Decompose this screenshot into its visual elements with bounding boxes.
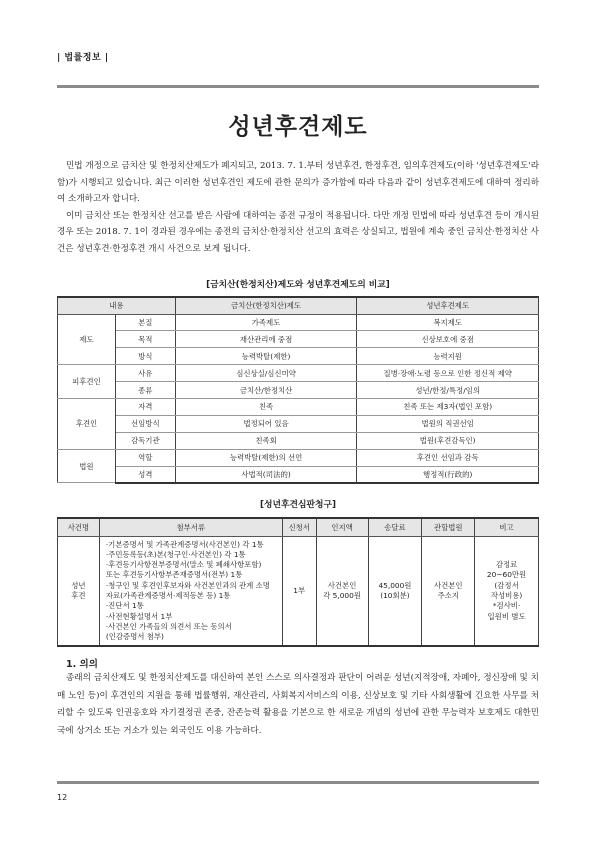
- row-item: 선임방식: [115, 415, 175, 432]
- column-header: 신청서: [282, 518, 316, 536]
- new-system-cell: 행정적(行政的): [357, 466, 539, 483]
- new-system-cell: 신상보호에 중점: [357, 331, 539, 348]
- page-number: 12: [57, 793, 68, 802]
- table-row: [58, 466, 539, 483]
- table-row: [58, 536, 539, 646]
- table-row: [58, 314, 539, 331]
- intro-paragraph: 이미 금치산 또는 한정치산 선고를 받은 사람에 대하여는 종전 규정이 적용됩니다. 다만 개정 민법에 따라 성년후견 등이 개시된 경우 또는 2018. 7. 1이 경과된 경우에는 종전의 금치산·한정치산 선고의 효력은 상실되고, 법원에 계속 중인 금치산·한정치산 사건은 성년후견·한정후견 개시 사건으로 보게 됩니다.: [57, 210, 539, 254]
- documents-cell: [99, 536, 282, 646]
- new-system-cell: 후견인 선임과 감독: [357, 449, 539, 466]
- new-system-cell: 질병·장애·노령 등으로 인한 정신적 제약: [357, 365, 539, 382]
- table-header-row: [58, 518, 539, 536]
- old-system-cell: 친족회: [175, 432, 357, 449]
- old-system-cell: 능력박탈(제한): [175, 348, 357, 365]
- document-item: 또는 후견등기사항부존재증명서(전부) 1통: [105, 570, 243, 580]
- new-system-cell: 법원(후견감독인): [357, 432, 539, 449]
- document-item: ·사전현황설명서 1부: [105, 611, 173, 621]
- table-row: [58, 449, 539, 466]
- table-row: [58, 382, 539, 399]
- court-cell: 사건본인 주소지: [422, 536, 475, 646]
- tribunal-table: [57, 517, 539, 647]
- document-item: ·주민등록등(초)본(청구인·사건본인) 각 1통: [105, 549, 246, 559]
- column-header: 송달료: [368, 518, 422, 536]
- document-item: ·기본증명서 및 가족관계증명서(사건본인) 각 1통: [105, 539, 264, 549]
- section-heading: 1. 의의: [66, 659, 98, 670]
- old-system-cell: 금치산/한정치산: [175, 382, 357, 399]
- table-row: [58, 365, 539, 382]
- bottom-divider: [57, 781, 539, 784]
- table-header-row: [58, 297, 539, 314]
- row-item: 자격: [115, 398, 175, 415]
- row-item: 목적: [115, 331, 175, 348]
- group-name: 후견인: [58, 398, 116, 449]
- old-system-cell: 심신상실/심신미약: [175, 365, 357, 382]
- table-row: [58, 432, 539, 449]
- document-item: ·사건본인 가족들의 의견서 또는 동의서: [105, 621, 232, 631]
- section-body: [57, 670, 539, 740]
- note-cell: 감정료 20~60만원 (감정서 작성비용) *검사비· 입원비 별도: [475, 536, 539, 646]
- document-item: ·진단서 1통: [105, 601, 144, 611]
- old-system-cell: 능력박탈(제한)의 선언: [175, 449, 357, 466]
- column-header: 성년후견제도: [357, 297, 539, 314]
- column-header: 금치산(한정치산)제도: [175, 297, 357, 314]
- row-item: 역할: [115, 449, 175, 466]
- stamp-fee-cell: 사건본인 각 5,000원: [316, 536, 368, 646]
- column-header: 사건명: [58, 518, 100, 536]
- table-row: [58, 348, 539, 365]
- row-item: 방식: [115, 348, 175, 365]
- new-system-cell: 복지제도: [357, 314, 539, 331]
- old-system-cell: 사법적(司法的): [175, 466, 357, 483]
- comparison-table: [57, 296, 539, 484]
- column-header: 첨부서류: [99, 518, 282, 536]
- document-item: 자료(가족관계증명서·제적등본 등) 1통: [105, 590, 231, 600]
- page-title: 성년후견제도: [228, 114, 368, 140]
- new-system-cell: 법원의 직권선임: [357, 415, 539, 432]
- old-system-cell: 친족: [175, 398, 357, 415]
- group-name: 제도: [58, 314, 116, 365]
- document-item: (인감증명서 첨부): [105, 632, 164, 642]
- new-system-cell: 성년/한정/특정/임의: [357, 382, 539, 399]
- column-header: 내용: [58, 297, 176, 314]
- intro-paragraph: 민법 개정으로 금치산 및 한정치산제도가 폐지되고, 2013. 7. 1.부터 성년후견, 한정후견, 임의후견제도(이하 '성년후견제도'라 함)가 시행되고 있습니다. 최근 이러한 성년후견인 제도에 관한 문의가 증가함에 따라 다음과 같이 성년후견제도에 대하여 정리하여 소개하고자 합니다.: [57, 161, 539, 204]
- tribunal-caption: [성년후견심판청구]: [259, 500, 337, 510]
- new-system-cell: 능력지원: [357, 348, 539, 365]
- section-paragraph: 종래의 금치산제도 및 한정치산제도를 대신하여 본인 스스로 의사결정과 판단이 어려운 성년(지적장애, 자폐아, 정신장애 및 치매 노인 등)이 후견인의 지원을 통해 법률행위, 재산관리, 사회복지서비스의 이용, 신상보호 및 기타 사회생활에 긴요한 사무를 처리할 수 있도록 인권옹호와 자기결정권 존중, 잔존능력 활용을 기본으로 한 새로운 개념의 성년에 관한 무능력자 보호제도 대한민국에 상거소 또는 거소가 있는 외국인도 이용 가능하다.: [57, 673, 539, 736]
- row-item: 사유: [115, 365, 175, 382]
- document-item: ·청구인 및 후견인후보자와 사건본인과의 관계 소명: [105, 580, 270, 590]
- table-row: [58, 415, 539, 432]
- group-name: 피후견인: [58, 365, 116, 399]
- document-item: ·후견등기사항전부증명서(말소 및 폐쇄사항포함): [105, 560, 262, 570]
- row-item: 성격: [115, 466, 175, 483]
- old-system-cell: 가족제도: [175, 314, 357, 331]
- column-header: 관할법원: [422, 518, 475, 536]
- table-row: [58, 331, 539, 348]
- row-item: 본질: [115, 314, 175, 331]
- column-header: 인지액: [316, 518, 368, 536]
- row-item: 감독기관: [115, 432, 175, 449]
- table-row: [58, 398, 539, 415]
- service-fee-cell: 45,000원 (10회분): [368, 536, 422, 646]
- top-divider: [57, 85, 539, 88]
- new-system-cell: 친족 또는 제3자(법인 포함): [357, 398, 539, 415]
- row-item: 종류: [115, 382, 175, 399]
- case-name-cell: 성년 후견: [58, 536, 100, 646]
- old-system-cell: 재산관리에 중점: [175, 331, 357, 348]
- column-header: 비고: [475, 518, 539, 536]
- comparison-caption: [금치산(한정치산)제도와 성년후견제도의 비교]: [206, 280, 390, 290]
- group-name: 법원: [58, 449, 116, 483]
- section-label: | 법률정보 |: [57, 53, 109, 63]
- old-system-cell: 법정되어 있음: [175, 415, 357, 432]
- intro-text: [57, 158, 539, 257]
- application-cell: 1부: [282, 536, 316, 646]
